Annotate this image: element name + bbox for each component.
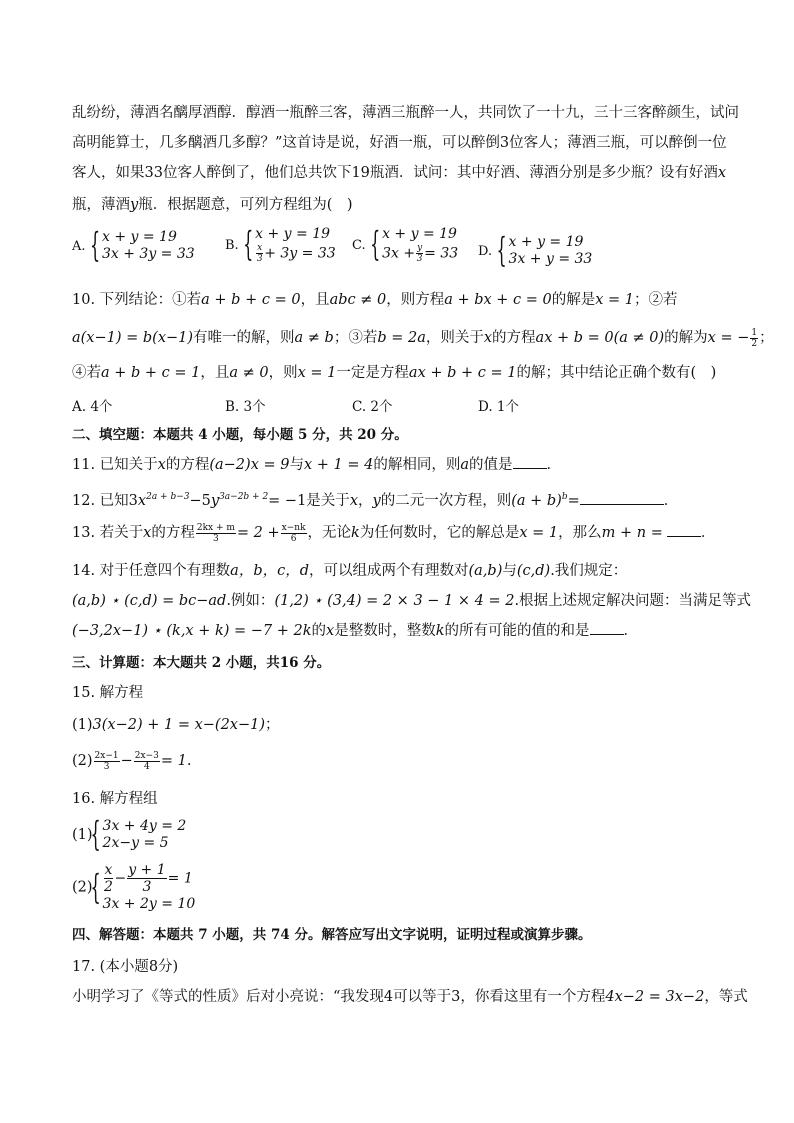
text: 的方程 bbox=[165, 457, 210, 473]
q9-option-c[interactable] bbox=[352, 226, 458, 264]
equation-row: { x + y = 19 bbox=[508, 234, 584, 250]
equation-row: { x + y = 19 bbox=[255, 226, 331, 242]
text: 是整数时，整数 bbox=[334, 623, 436, 639]
q9-line-3-text: 客人，如果33位客人醉倒了，他们总共饮下19瓶酒．试问：其中好酒、薄酒分别是多少瓶？设有好酒 bbox=[72, 165, 718, 181]
text: ，则方程 bbox=[386, 292, 445, 308]
q12 bbox=[72, 486, 678, 512]
text: ，等式 bbox=[704, 989, 748, 1005]
text: 的解相同，则 bbox=[373, 457, 461, 473]
exponent: 2a + b−3 bbox=[146, 492, 190, 502]
text: 的解为 bbox=[664, 330, 708, 346]
section-heading-fill-blank: 二、填空题：本题共 4 小题，每小题 5 分，共 20 分。 bbox=[72, 427, 408, 443]
q14-line-2 bbox=[72, 590, 751, 612]
equation-row: { x + y = 19 bbox=[101, 229, 177, 245]
denominator: 3 bbox=[416, 254, 423, 264]
equation-row: { 3x + 4y = 2 bbox=[102, 818, 187, 834]
q9-option-a[interactable] bbox=[72, 229, 195, 263]
section-heading-answer: 四、解答题：本题共 7 小题，共 74 分。解答应写出文字说明，证明过程或演算步骤。 bbox=[72, 927, 592, 943]
equation-row: { x + y = 19 bbox=[382, 226, 457, 242]
math: x + 1 = 4 bbox=[303, 457, 374, 473]
text: (2) bbox=[72, 753, 93, 769]
q17-line-1 bbox=[72, 986, 748, 1008]
numerator: x bbox=[257, 243, 263, 253]
denominator: 2 bbox=[104, 879, 113, 895]
text: ； bbox=[759, 330, 774, 346]
math: a ≠ 0 bbox=[229, 365, 269, 381]
math: x bbox=[349, 493, 358, 509]
math: x bbox=[157, 457, 166, 473]
text: ，可以组成两个有理数对 bbox=[309, 563, 469, 579]
text: ④若 bbox=[72, 365, 101, 381]
math: (1,2) ⋆ (3,4) = 2 × 3 − 1 × 4 = 2 bbox=[274, 593, 515, 609]
text: (1) bbox=[72, 717, 93, 733]
equation-tail: = 33 bbox=[424, 245, 459, 262]
equation-system bbox=[92, 229, 195, 263]
numerator: 2x−3 bbox=[134, 750, 159, 761]
text: ，且 bbox=[200, 365, 230, 381]
q9-line-1: 乱纷纷，薄酒名醨厚酒醇．醇酒一瓶醉三客，薄酒三瓶醉一人，共同饮了一十九，三十三客醉颜生，试问 bbox=[72, 105, 739, 121]
equation-tail: + 3y = 33 bbox=[264, 245, 336, 262]
q13 bbox=[72, 522, 715, 544]
text: .我们规定： bbox=[550, 563, 628, 579]
text: ，且 bbox=[300, 292, 330, 308]
q10-option-b[interactable]: B. 3个 bbox=[225, 399, 266, 415]
math: x = 1 bbox=[297, 365, 337, 381]
math: (a,b) bbox=[468, 563, 503, 579]
math: a，b，c，d bbox=[230, 563, 310, 579]
text: .根据上述规定解决问题：当满足等式 bbox=[514, 593, 752, 609]
var-x: x bbox=[717, 165, 727, 181]
math: x = 1 bbox=[595, 292, 635, 308]
math: (c,d) bbox=[516, 563, 551, 579]
text: 的值是 bbox=[469, 457, 513, 473]
q10-option-c[interactable]: C. 2个 bbox=[352, 399, 393, 415]
option-label: C. bbox=[352, 238, 366, 253]
math: a + bx + c = 0 bbox=[444, 292, 552, 308]
math: y bbox=[372, 493, 381, 509]
math: a + b + c = 1 bbox=[101, 365, 201, 381]
text: 的 bbox=[311, 623, 327, 639]
text: 与 bbox=[502, 563, 517, 579]
answer-blank[interactable] bbox=[513, 454, 547, 469]
math: 3(x−2) + 1 = x−(2x−1) bbox=[92, 717, 266, 733]
math: 4x−2 = 3x−2 bbox=[605, 989, 705, 1005]
numerator: y + 1 bbox=[128, 862, 166, 878]
text: .例如： bbox=[226, 593, 275, 609]
denominator: 3 bbox=[213, 533, 219, 544]
q9-line-4 bbox=[72, 194, 353, 216]
math: k bbox=[351, 525, 360, 541]
fraction bbox=[134, 751, 160, 772]
text: ． bbox=[663, 493, 679, 509]
equation-row bbox=[382, 243, 458, 264]
option-label: B. bbox=[225, 238, 239, 253]
fraction bbox=[196, 523, 236, 544]
text: ． bbox=[546, 457, 561, 473]
math: x = 1 bbox=[519, 525, 559, 541]
equation-row bbox=[255, 243, 336, 264]
math: (−3,2x−1) ⋆ (k,x + k) = −7 + 2k bbox=[72, 623, 312, 639]
math: ax + b + c = 1 bbox=[408, 365, 517, 381]
math: x = − bbox=[707, 330, 750, 346]
math: k bbox=[435, 623, 445, 639]
text: − bbox=[114, 870, 127, 887]
section-heading-calculation: 三、计算题：本大题共 2 小题，共16 分。 bbox=[72, 655, 331, 671]
text: 的所有可能的值的和是 bbox=[444, 623, 590, 639]
math: x bbox=[326, 623, 335, 639]
q9-line-3 bbox=[72, 162, 726, 184]
equation-row: 2x−y = 5 bbox=[102, 835, 169, 851]
math: (a + b) bbox=[511, 493, 562, 509]
text: ；③若 bbox=[333, 330, 378, 346]
denominator: 2 bbox=[751, 338, 758, 349]
exponent: 3a−2b + 2 bbox=[219, 492, 269, 502]
text: 的解；其中结论正确个数有( ) bbox=[516, 365, 717, 381]
math: = 1. bbox=[160, 753, 192, 769]
equation-system bbox=[93, 818, 187, 852]
text: ； bbox=[265, 717, 280, 733]
text: ；②若 bbox=[634, 292, 678, 308]
numerator: 1 bbox=[751, 327, 758, 338]
text: ，那么 bbox=[558, 525, 602, 541]
math: y bbox=[210, 493, 220, 509]
text: 14. 对于任意四个有理数 bbox=[72, 563, 231, 579]
q16-part-2 bbox=[72, 862, 195, 913]
math: x bbox=[483, 330, 493, 346]
text: ， bbox=[358, 493, 373, 509]
text: ． bbox=[623, 623, 639, 639]
q10-option-d[interactable]: D. 1个 bbox=[478, 399, 520, 415]
math: a + b + c = 0 bbox=[201, 292, 301, 308]
math: abc ≠ 0 bbox=[329, 292, 387, 308]
q14-line-3 bbox=[72, 620, 638, 642]
q10-option-a[interactable]: A. 4个 bbox=[72, 399, 113, 415]
fraction bbox=[104, 862, 114, 895]
equation-row: 3x + 3y = 33 bbox=[101, 246, 195, 262]
denominator: 3 bbox=[103, 761, 110, 772]
answer-blank[interactable] bbox=[590, 620, 624, 635]
q9-option-d[interactable] bbox=[478, 234, 592, 268]
equation-row: 3x + y = 33 bbox=[508, 251, 593, 267]
fraction bbox=[94, 751, 120, 772]
answer-blank[interactable] bbox=[580, 490, 664, 505]
text: 一定是方程 bbox=[336, 365, 409, 381]
q15-part-2 bbox=[72, 750, 191, 772]
math: a(x−1) = b(x−1) bbox=[72, 330, 194, 346]
var-y: y bbox=[130, 197, 139, 213]
text: 的方程 bbox=[151, 525, 195, 541]
text: 11. 已知关于 bbox=[72, 457, 158, 473]
text: ，则关于 bbox=[425, 330, 484, 346]
q14-line-1 bbox=[72, 560, 627, 582]
text: = −1是关于 bbox=[268, 493, 350, 509]
fraction bbox=[281, 523, 307, 544]
text: ． bbox=[700, 525, 716, 541]
math: x bbox=[143, 525, 152, 541]
text: 与 bbox=[289, 457, 304, 473]
equation-row: 3x + 2y = 10 bbox=[102, 896, 196, 912]
math: ax + b = 0(a ≠ 0) bbox=[535, 330, 665, 346]
text: −5 bbox=[189, 493, 211, 509]
fraction bbox=[127, 862, 166, 895]
numerator: 2kx + m bbox=[196, 522, 235, 533]
text: 的二元一次方程，则 bbox=[380, 493, 512, 509]
q16-title: 16. 解方程组 bbox=[72, 791, 158, 807]
math: a bbox=[460, 457, 469, 473]
math: b = 2a bbox=[377, 330, 426, 346]
equation-row bbox=[103, 862, 196, 895]
q16-part-1 bbox=[72, 818, 186, 852]
answer-blank[interactable] bbox=[667, 522, 701, 537]
q17-title: 17. (本小题8分) bbox=[72, 959, 179, 975]
equation-system bbox=[93, 862, 196, 913]
text: 10. 下列结论：①若 bbox=[72, 292, 202, 308]
exponent: b bbox=[561, 492, 568, 502]
q9-line-2: 高明能算士，几多醨酒几多醇？”这首诗是说，好酒一瓶，可以醉倒3位客人；薄酒三瓶，可以醉倒一位 bbox=[72, 135, 727, 151]
math: a ≠ b bbox=[294, 330, 334, 346]
numerator: 2x−1 bbox=[94, 750, 119, 761]
text: − bbox=[120, 753, 133, 769]
text: 的解是 bbox=[551, 292, 596, 308]
text: 的方程 bbox=[492, 330, 536, 346]
text: ，则 bbox=[268, 365, 298, 381]
text: 有唯一的解，则 bbox=[193, 330, 295, 346]
q9-option-b[interactable] bbox=[225, 226, 336, 264]
denominator: 3 bbox=[256, 254, 263, 264]
math: (a−2)x = 9 bbox=[209, 457, 290, 473]
numerator: { x bbox=[104, 862, 113, 878]
text: 为任何数时，它的解总是 bbox=[359, 525, 520, 541]
q15-title: 15. 解方程 bbox=[72, 685, 144, 701]
text: ，无论 bbox=[307, 525, 352, 541]
math: (a,b) ⋆ (c,d) = bc−ad bbox=[72, 593, 227, 609]
text: = 1 bbox=[167, 870, 193, 887]
denominator: 6 bbox=[290, 533, 297, 544]
math: x bbox=[137, 493, 147, 509]
math: = bbox=[567, 493, 580, 509]
q15-part-1 bbox=[72, 714, 280, 736]
math: m + n = bbox=[601, 525, 663, 541]
fraction bbox=[750, 328, 758, 349]
q9-line-4-text: 瓶，薄酒 bbox=[72, 197, 130, 213]
denominator: 4 bbox=[143, 761, 150, 772]
equation-system bbox=[372, 226, 458, 264]
text: 12. 已知3 bbox=[72, 493, 138, 509]
equation-system bbox=[245, 226, 336, 264]
numerator: x−nk bbox=[281, 522, 306, 533]
denominator: 3 bbox=[142, 879, 152, 895]
text: (2) bbox=[72, 879, 93, 896]
q10-line-2 bbox=[72, 327, 774, 349]
fraction bbox=[256, 243, 263, 264]
text: 13. 若关于 bbox=[72, 525, 144, 541]
text: 小明学习了《等式的性质》后对小亮说：“我发现4可以等于3，你看这里有一个方程 bbox=[72, 989, 606, 1005]
math: = 2 + bbox=[236, 525, 280, 541]
q10-line-3 bbox=[72, 362, 716, 384]
text: (1) bbox=[72, 827, 93, 843]
fraction bbox=[416, 243, 423, 264]
equation-head: 3x + bbox=[382, 245, 416, 262]
q9-line-4-tail: 瓶．根据题意，可列方程组为( ) bbox=[138, 197, 353, 213]
q11 bbox=[72, 454, 561, 476]
option-label: A. bbox=[72, 239, 86, 254]
q10-line-1 bbox=[72, 289, 678, 311]
equation-system bbox=[499, 234, 593, 268]
numerator: y bbox=[417, 243, 423, 253]
option-label: D. bbox=[478, 244, 493, 259]
